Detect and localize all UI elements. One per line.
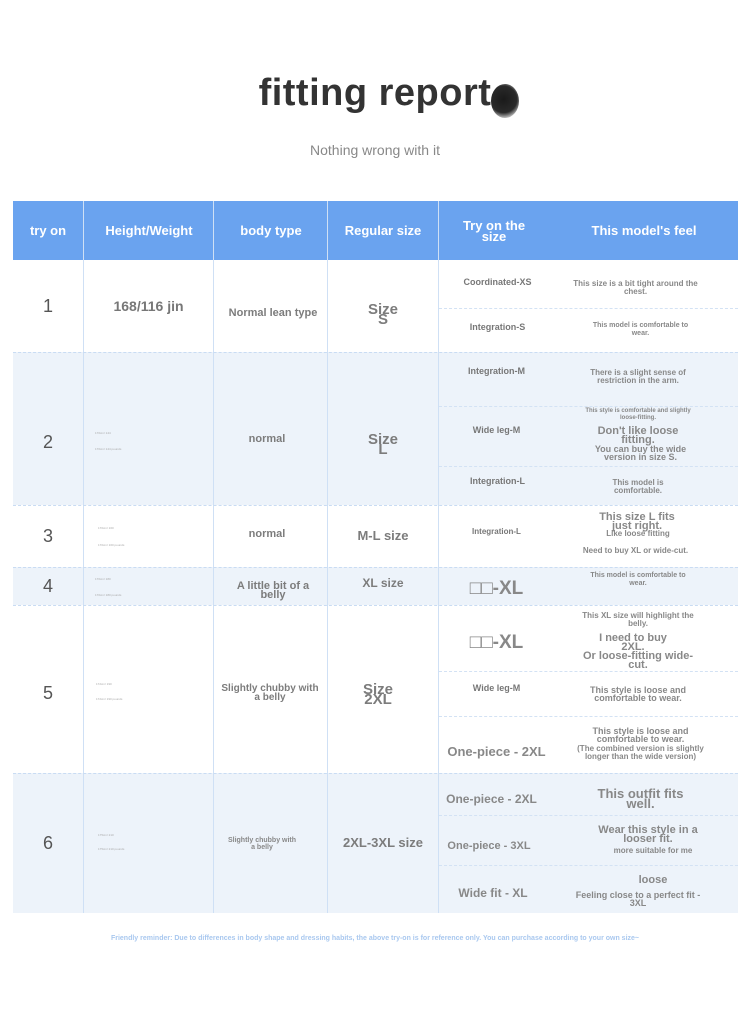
header-regular-size: Regular size bbox=[344, 223, 422, 238]
try-size: Integration-L bbox=[472, 526, 521, 536]
try-number: 6 bbox=[42, 832, 53, 853]
regular-size: Size 2XL bbox=[362, 681, 393, 708]
height-weight-small: 175cm/ 210 pounds bbox=[98, 847, 125, 851]
model-feel: This size L fits just right. bbox=[599, 511, 675, 532]
try-size: Wide leg-M bbox=[472, 683, 521, 693]
try-size: □□-XL bbox=[469, 632, 524, 653]
regular-size: Size L bbox=[367, 431, 398, 458]
header-try-on: try on bbox=[29, 223, 67, 238]
model-feel-note: This XL size will highlight the belly. bbox=[582, 611, 694, 628]
regular-size: 2XL-3XL size bbox=[343, 835, 423, 850]
model-feel-extra: (The combined version is slightly longer than the wide version) bbox=[577, 744, 704, 761]
model-feel-note: more suitable for me bbox=[613, 846, 693, 855]
try-size: Integration-S bbox=[469, 322, 526, 332]
model-feel-note: Like loose fitting bbox=[606, 529, 670, 538]
body-type: normal bbox=[248, 432, 286, 445]
model-feel-extra: Or loose-fitting wide-cut. bbox=[583, 650, 693, 671]
model-feel: loose bbox=[638, 873, 668, 886]
body-type: normal bbox=[248, 527, 286, 540]
height-weight-small: 175cm/ 210 bbox=[98, 833, 114, 837]
height-weight-small: 172cm/ 190 bbox=[96, 682, 112, 686]
page-subtitle: Nothing wrong with it bbox=[310, 142, 440, 158]
model-feel: This model is comfortable to wear. bbox=[592, 322, 689, 337]
model-feel: This style is loose and comfortable to wear. bbox=[589, 685, 687, 703]
model-feel-extra: Need to buy XL or wide-cut. bbox=[582, 546, 689, 555]
fitting-table bbox=[13, 201, 738, 913]
try-size: Integration-L bbox=[470, 476, 525, 486]
height-weight-small: 170cm/ 160 pounds bbox=[98, 543, 125, 547]
body-type: Slightly chubby with a belly bbox=[227, 837, 297, 851]
try-size: Integration-M bbox=[468, 366, 525, 376]
body-type: Slightly chubby with a belly bbox=[221, 683, 319, 703]
try-size: □□-XL bbox=[469, 578, 524, 599]
model-feel: There is a slight sense of restriction in the arm. bbox=[590, 368, 686, 385]
header-feel: This model's feel bbox=[591, 223, 697, 238]
model-feel: I need to buy 2XL. bbox=[599, 632, 667, 653]
model-feel: This model is comfortable to wear. bbox=[590, 572, 686, 587]
try-number: 2 bbox=[42, 431, 53, 452]
model-feel: This model is comfortable. bbox=[612, 478, 664, 495]
model-feel: Don't like loose fitting. bbox=[597, 425, 679, 446]
try-size: Wide leg-M bbox=[472, 425, 521, 435]
model-feel: Wear this style in a looser fit. bbox=[598, 824, 698, 845]
header-body-type: body type bbox=[240, 223, 302, 238]
model-feel-extra: You can buy the wide version in size S. bbox=[594, 444, 687, 462]
blurred-blob bbox=[491, 84, 519, 118]
height-weight-small: 170cm/ 180 pounds bbox=[95, 593, 122, 597]
height-weight-small: 170cm/ 144 bbox=[95, 431, 111, 435]
page-title: fitting report bbox=[258, 72, 492, 114]
body-type: A little bit of a belly bbox=[236, 580, 310, 601]
regular-size: M-L size bbox=[357, 528, 409, 543]
try-size: One-piece - 3XL bbox=[447, 840, 531, 852]
model-feel-extra: Feeling close to a perfect fit - 3XL bbox=[575, 890, 701, 908]
try-number: 1 bbox=[42, 295, 53, 316]
try-size: Coordinated-XS bbox=[463, 277, 532, 287]
height-weight-small: 170cm/ 144 pounds bbox=[95, 447, 122, 451]
friendly-reminder: Friendly reminder: Due to differences in body shape and dressing habits, the above try-on is for reference only. You can purchase according to your own size~ bbox=[110, 935, 640, 942]
model-feel: This size is a bit tight around the chest. bbox=[573, 279, 698, 296]
regular-size: Size S bbox=[367, 301, 398, 328]
height-weight-small: 172cm/ 190 pounds bbox=[96, 697, 123, 701]
regular-size: XL size bbox=[362, 576, 404, 590]
try-size: Wide fit - XL bbox=[458, 886, 528, 900]
height-weight-small: 170cm/ 160 bbox=[98, 526, 114, 530]
model-feel: This style is loose and comfortable to wear. bbox=[592, 726, 689, 744]
header-height-weight: Height/Weight bbox=[105, 223, 193, 238]
try-number: 5 bbox=[42, 682, 53, 703]
try-size: One-piece - 2XL bbox=[447, 743, 546, 759]
body-type: Normal lean type bbox=[228, 306, 318, 319]
try-number: 3 bbox=[42, 525, 53, 546]
table-header bbox=[13, 201, 738, 260]
height-weight: 168/116 jin bbox=[113, 298, 184, 314]
model-feel-note: This style is comfortable and slightly loose-fitting. bbox=[585, 408, 691, 421]
height-weight-small: 170cm/ 180 bbox=[95, 577, 111, 581]
try-size: One-piece - 2XL bbox=[446, 792, 537, 806]
sub-row-divider bbox=[439, 716, 738, 717]
header-try-size: Try on the size bbox=[462, 217, 526, 244]
try-number: 4 bbox=[42, 575, 53, 596]
model-feel: This outfit fits well. bbox=[597, 786, 684, 811]
